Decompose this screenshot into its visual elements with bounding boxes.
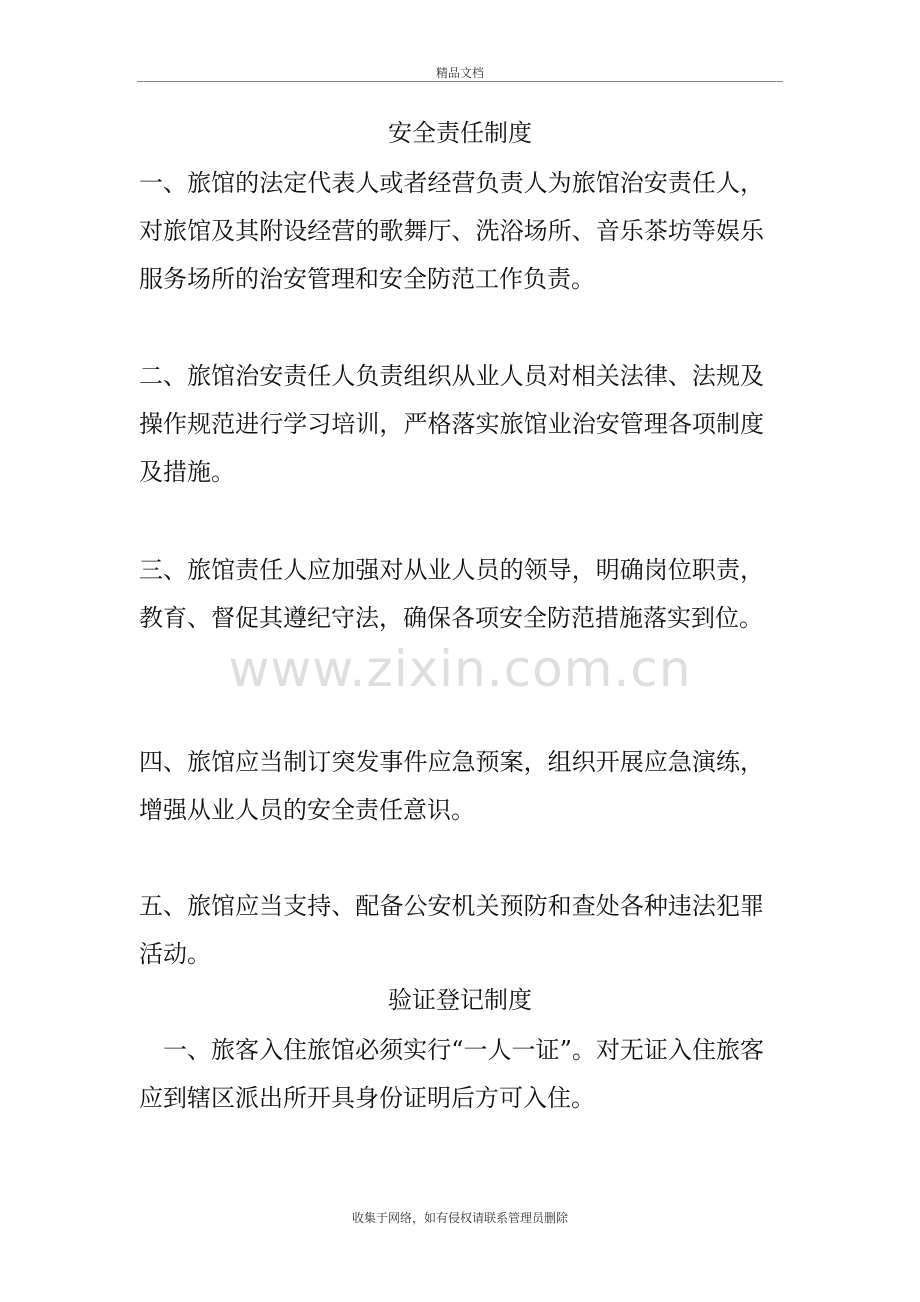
paragraph-safety-3: 三、旅馆责任人应加强对从业人员的领导，明确岗位职责，教育、督促其遵纪守法，确保各项安全防范措施落实到位。 xyxy=(139,556,764,632)
page-header: 精品文档 xyxy=(435,66,484,80)
watermark: www.zixin.com.cn xyxy=(228,640,692,698)
paragraph-safety-4: 四、旅馆应当制订突发事件应急预案，组织开展应急演练，增强从业人员的安全责任意识。 xyxy=(139,748,764,824)
section-title-verification: 验证登记制度 xyxy=(388,986,532,1014)
paragraph-safety-5: 五、旅馆应当支持、配备公安机关预防和查处各种违法犯罪活动。 xyxy=(139,892,764,968)
paragraph-verification-1: 一、旅客入住旅馆必须实行“一人一证”。对无证入住旅客应到辖区派出所开具身份证明后方可入住。 xyxy=(139,1036,764,1112)
paragraph-safety-1: 一、旅馆的法定代表人或者经营负责人为旅馆治安责任人，对旅馆及其附设经营的歌舞厅、洗浴场所、音乐茶坊等娱乐服务场所的治安管理和安全防范工作负责。 xyxy=(139,169,764,293)
header-divider xyxy=(137,81,783,82)
page-footer: 收集于网络，如有侵权请联系管理员删除 xyxy=(351,1211,568,1225)
paragraph-safety-2: 二、旅馆治安责任人负责组织从业人员对相关法律、法规及操作规范进行学习培训，严格落实旅馆业治安管理各项制度及措施。 xyxy=(139,362,764,486)
section-title-safety: 安全责任制度 xyxy=(388,119,532,147)
